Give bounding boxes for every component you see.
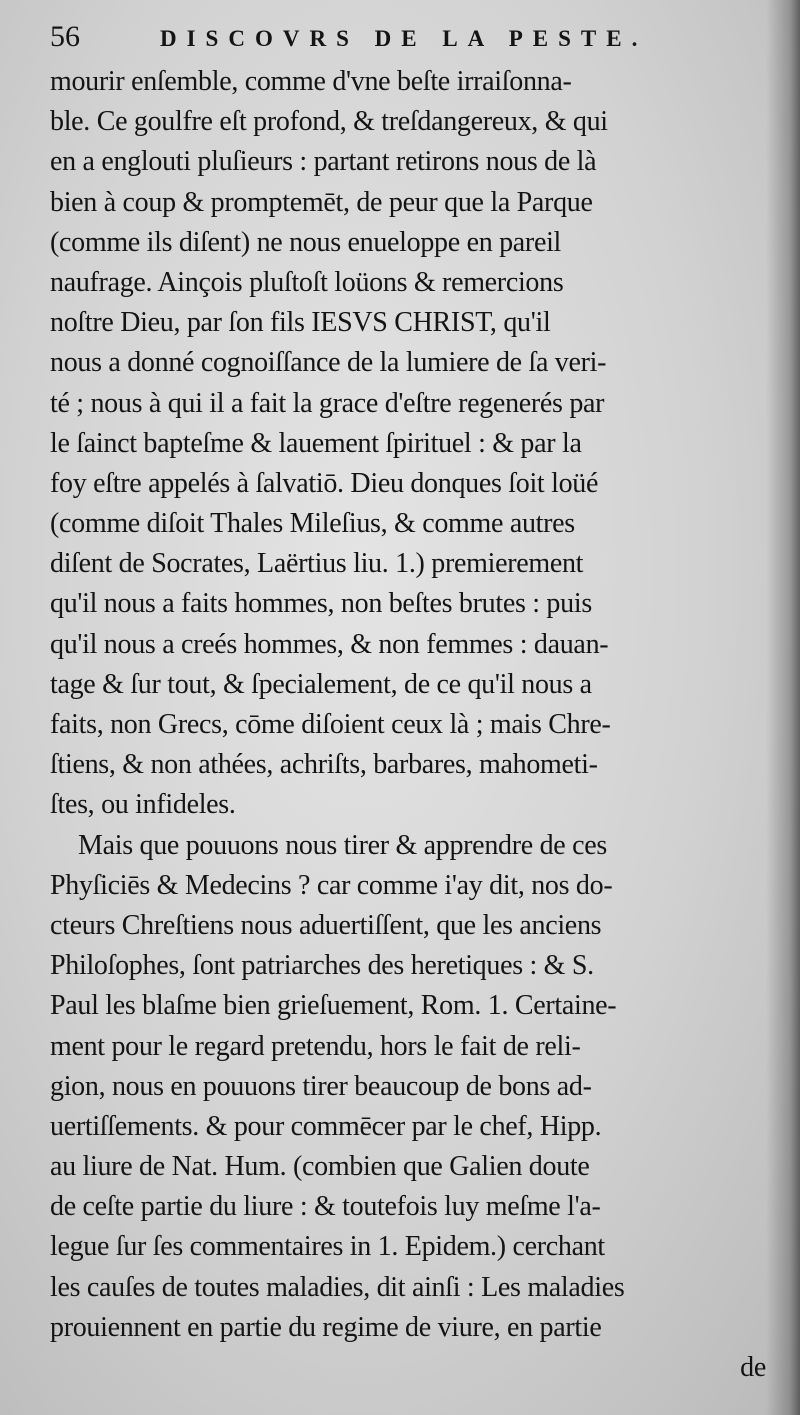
text-line: (comme ils diſent) ne nous enueloppe en pareil — [50, 226, 562, 258]
text-line: naufrage. Ainçois pluſtoſt loüons & remercions — [50, 266, 564, 298]
text-line: noſtre Dieu, par ſon fils IESVS CHRIST, qu'il — [50, 307, 551, 339]
paragraph-start-line: Mais que pouuons nous tirer & apprendre de ces — [78, 829, 607, 861]
text-line: foy eſtre appelés à ſalvatiō. Dieu donques ſoit loüé — [50, 467, 599, 499]
text-line: les cauſes de toutes maladies, dit ainſi : Les maladies — [50, 1271, 625, 1303]
text-line: le ſainct bapteſme & lauement ſpirituel : & par la — [50, 427, 582, 459]
text-line: de ceſte partie du liure : & toutefois luy meſme l'a- — [50, 1191, 601, 1223]
page-edge-shadow — [766, 0, 800, 1415]
text-line: qu'il nous a faits hommes, non beſtes brutes : puis — [50, 588, 592, 620]
text-line: uertiſſements. & pour commēcer par le chef, Hipp. — [50, 1110, 602, 1142]
text-line: en a englouti pluſieurs : partant retirons nous de là — [50, 146, 597, 178]
running-title: DISCOVRS DE LA PESTE. — [160, 26, 648, 51]
text-line: ſtiens, & non athées, achriſts, barbares, mahometi- — [50, 749, 598, 781]
text-line: ble. Ce goulfre eſt profond, & treſdangereux, & qui — [50, 106, 608, 138]
text-line: ſtes, ou infideles. — [50, 789, 236, 821]
text-line: ment pour le regard pretendu, hors le fait de reli- — [50, 1030, 581, 1062]
page-header — [50, 20, 770, 62]
text-line: té ; nous à qui il a fait la grace d'eſtre regenerés par — [50, 387, 605, 419]
text-line: Philoſophes, ſont patriarches des heretiques : & S. — [50, 950, 594, 982]
text-line: mourir enſemble, comme d'vne beſte irraiſonna- — [50, 66, 572, 97]
text-line: prouiennent en partie du regime de viure, en partie — [50, 1311, 602, 1343]
text-line: legue ſur ſes commentaires in 1. Epidem.) cerchant — [50, 1231, 605, 1263]
text-line: tage & ſur tout, & ſpecialement, de ce qu'il nous a — [50, 668, 592, 700]
page-number: 56 — [50, 20, 80, 53]
text-line: au liure de Nat. Hum. (combien que Galien doute — [50, 1151, 590, 1183]
text-line: gion, nous en pouuons tirer beaucoup de bons ad- — [50, 1070, 592, 1102]
text-line: faits, non Grecs, cōme diſoient ceux là ; mais Chre- — [50, 709, 611, 740]
text-line: Paul les blaſme bien grieſuement, Rom. 1. Certaine- — [50, 990, 617, 1022]
text-line: diſent de Socrates, Laërtius liu. 1.) premierement — [50, 548, 584, 580]
text-line: nous a donné cognoiſſance de la lumiere de ſa veri- — [50, 347, 607, 379]
text-line: Phyſiciēs & Medecins ? car comme i'ay dit, nos do- — [50, 869, 613, 901]
text-line: qu'il nous a creés hommes, & non femmes : dauan- — [50, 628, 609, 660]
body-text — [50, 62, 770, 1388]
text-line: bien à coup & promptemēt, de peur que la Parque — [50, 186, 593, 218]
text-line: (comme diſoit Thales Mileſius, & comme autres — [50, 508, 575, 540]
text-line: cteurs Chreſtiens nous aduertiſſent, que les anciens — [50, 909, 602, 941]
catchword: de — [740, 1352, 766, 1383]
